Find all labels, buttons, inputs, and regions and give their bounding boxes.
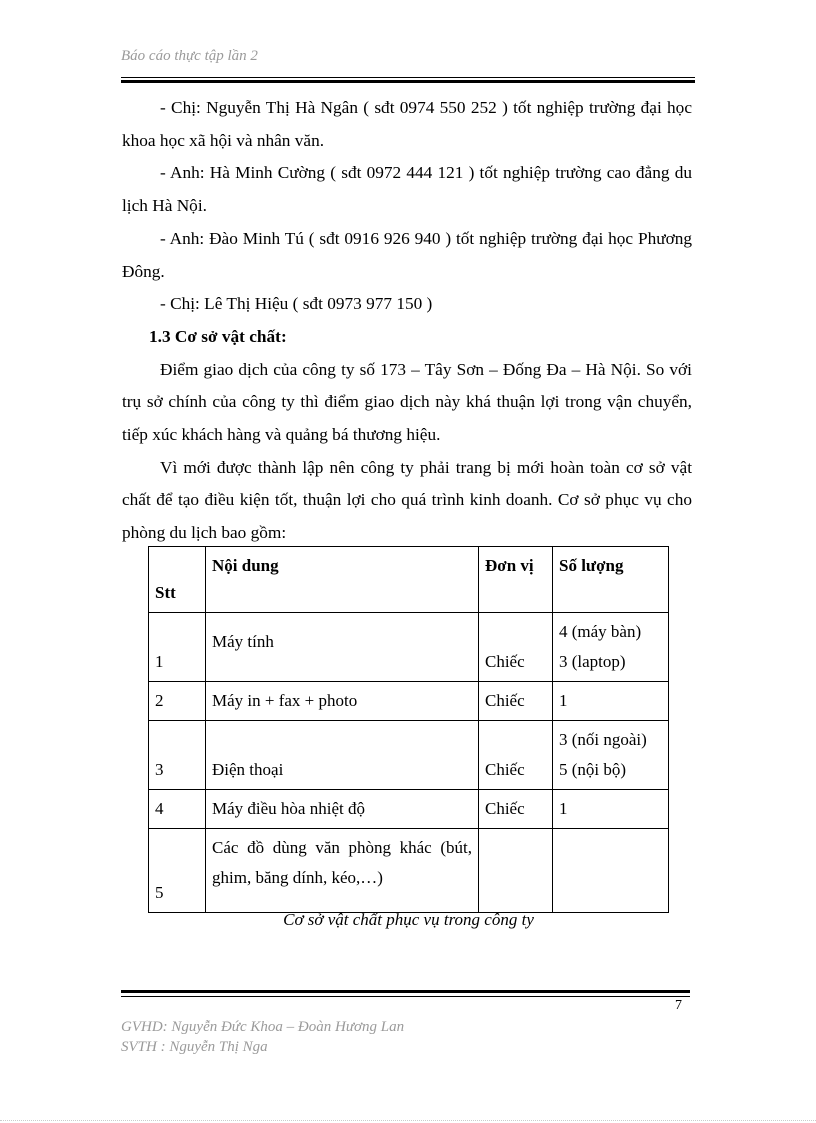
header-rule: [121, 77, 695, 78]
header-unit: Đơn vị: [479, 547, 553, 613]
cell-quantity: [553, 721, 669, 790]
footer-supervisor: GVHD: Nguyễn Đức Khoa – Đoàn Hương Lan: [121, 1019, 405, 1035]
cell-content: Máy điều hòa nhiệt độ: [206, 790, 479, 829]
table-row: [149, 613, 669, 682]
footer-rule: [121, 996, 690, 997]
page-edge: [0, 1120, 816, 1121]
cell-content: Máy tính: [206, 613, 479, 682]
table-caption: Cơ sở vật chất phục vụ trong công ty: [283, 910, 534, 929]
cell-quantity: 1: [553, 790, 669, 829]
table-row: [149, 790, 669, 829]
table-row: [149, 721, 669, 790]
quantity-line: 5 (nội bộ): [559, 760, 627, 779]
table-row: [149, 682, 669, 721]
cell-unit: Chiếc: [479, 721, 553, 790]
header-title: Báo cáo thực tập lần 2: [121, 48, 258, 64]
quantity-line: 3 (laptop): [559, 652, 626, 671]
quantity-line: 4 (máy bàn): [559, 622, 642, 641]
page-number: 7: [675, 998, 682, 1013]
header-quantity: Số lượng: [553, 547, 669, 613]
footer-student: SVTH : Nguyễn Thị Nga: [121, 1039, 268, 1055]
footer-rule-thick: [121, 990, 690, 993]
cell-stt: 2: [149, 682, 206, 721]
cell-unit: Chiếc: [479, 613, 553, 682]
header-content: Nội dung: [206, 547, 479, 613]
facilities-table: [148, 546, 669, 913]
cell-stt: 3: [149, 721, 206, 790]
cell-stt: 1: [149, 613, 206, 682]
header-stt: Stt: [149, 547, 206, 613]
cell-quantity: 1: [553, 682, 669, 721]
cell-unit: Chiếc: [479, 682, 553, 721]
cell-quantity: [553, 829, 669, 913]
cell-unit: Chiếc: [479, 790, 553, 829]
section-heading: 1.3 Cơ sở vật chất:: [149, 326, 287, 346]
cell-stt: 4: [149, 790, 206, 829]
facilities-paragraph: Vì mới được thành lập nên công ty phải trang bị mới hoàn toàn cơ sở vật chất để tạo điều kiện tốt, thuận lợi cho quá trình kinh doanh. Cơ sở phục vụ cho phòng du lịch bao gồm:: [122, 457, 692, 543]
cell-content: Máy in + fax + photo: [206, 682, 479, 721]
cell-unit: [479, 829, 553, 913]
cell-stt: 5: [149, 829, 206, 913]
document-body: [122, 92, 692, 550]
location-paragraph: Điểm giao dịch của công ty số 173 – Tây Sơn – Đống Đa – Hà Nội. So với trụ sở chính của công ty thì điểm giao dịch này khá thuận lợi trong vận chuyển, tiếp xúc khách hàng và quảng bá thương hiệu.: [122, 359, 692, 445]
header-rule-thick: [121, 80, 695, 83]
table-header-row: [149, 547, 669, 613]
quantity-line: 3 (nối ngoài): [559, 730, 647, 749]
cell-content: Điện thoại: [206, 721, 479, 790]
staff-paragraph-4: - Chị: Lê Thị Hiệu ( sđt 0973 977 150 ): [160, 294, 433, 314]
staff-paragraph-2: - Anh: Hà Minh Cường ( sđt 0972 444 121 ) tốt nghiệp trường cao đẳng du lịch Hà Nội.: [122, 163, 692, 216]
cell-quantity: [553, 613, 669, 682]
staff-paragraph-3: - Anh: Đào Minh Tú ( sđt 0916 926 940 ) tốt nghiệp trường đại học Phương Đông.: [122, 228, 692, 281]
table-row: [149, 829, 669, 913]
cell-content: Các đồ dùng văn phòng khác (bút, ghim, băng dính, kéo,…): [206, 829, 479, 913]
staff-paragraph-1: - Chị: Nguyễn Thị Hà Ngân ( sđt 0974 550 252 ) tốt nghiệp trường đại học khoa học xã hội và nhân văn.: [122, 98, 692, 150]
